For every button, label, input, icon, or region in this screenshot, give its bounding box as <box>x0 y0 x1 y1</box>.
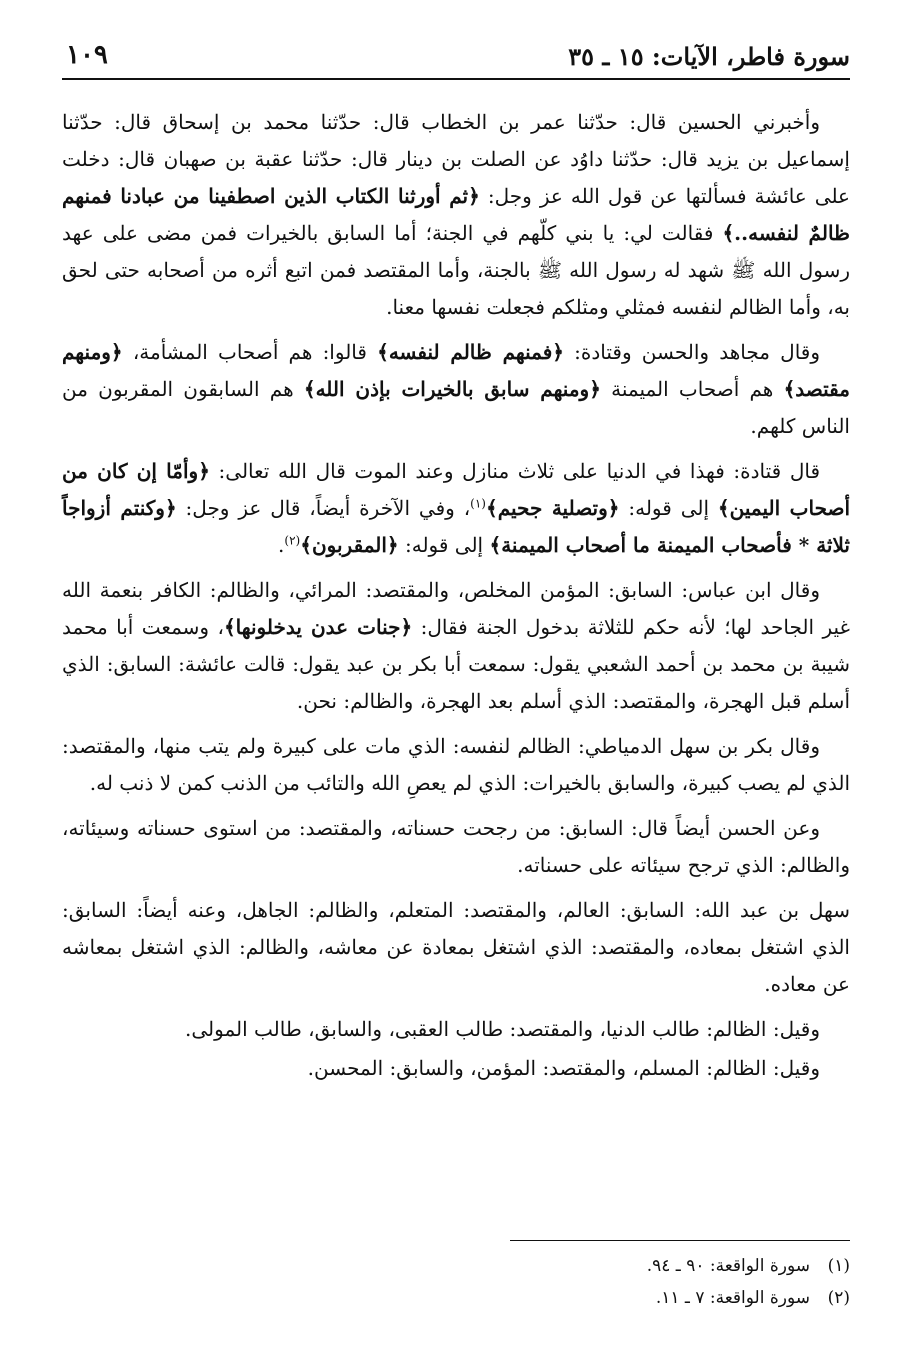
footnotes <box>62 1250 850 1314</box>
quran-quote: ﴿ومنهم سابق بالخيرات بإذن الله﴾ <box>303 377 601 401</box>
text-run: إلى قوله: <box>398 533 490 557</box>
quran-quote: ﴿ثم أورثنا الكتاب الذين اصطفينا من عبادنا فمنهم ظالمٌ لنفسه..﴾ <box>62 184 850 245</box>
footnote-text: سورة الواقعة: ٧ ـ ١١. <box>655 1288 810 1308</box>
footnote-ref[interactable]: (١) <box>470 496 486 511</box>
text-run: وأخبرني الحسين قال: حدّثنا عمر بن الخطاب قال: حدّثنا محمد بن إسحاق قال: حدّثنا إسماعيل بن يزيد قال: حدّثنا داوُد عن الصلت بن دينار قال: حدّثنا عقبة بن صهبان قال: دخلت على عائشة فسألتها عن قول الله عز وجل: <box>62 110 850 208</box>
footnote <box>62 1282 850 1314</box>
quran-quote: ﴿وتصلية جحيم﴾ <box>485 496 620 520</box>
text-run: إلى قوله: <box>619 496 718 520</box>
running-title: سورة فاطر، الآيات: ١٥ ـ ٣٥ <box>568 42 850 71</box>
footnote <box>62 1250 850 1282</box>
footnote-number: (٢) <box>827 1288 850 1308</box>
paragraph-ibn-abbas <box>62 572 850 720</box>
page-body <box>62 104 850 1089</box>
footnote-number: (١) <box>827 1256 850 1276</box>
text-run: وقال ابن عباس: السابق: المؤمن المخلص، والمقتصد: المرائي، والظالم: الكافر بنعمة الله غير الجاحد لها؛ لأنه حكم للثلاثة بدخول الجنة فقال: <box>62 578 851 639</box>
paragraph-qatada <box>62 453 850 564</box>
text-run: وقال مجاهد والحسن وقتادة: <box>564 340 821 364</box>
paragraph-mujahid <box>62 334 850 445</box>
text-run: قالوا: هم أصحاب المشأمة، <box>122 340 378 364</box>
quran-quote: ﴿ومنهم مقتصد﴾ <box>62 340 850 401</box>
text-run: ، وسمعت أبا محمد شيبة بن محمد بن أحمد الشعبي يقول: سمعت أبا بكر بن عبد يقول: قالت عائشة: السابق: الذي أسلم قبل الهجرة، والمقتصد: الذي أسلم بعد الهجرة، والظالم: نحن. <box>62 615 850 713</box>
paragraph-hasan: وعن الحسن أيضاً قال: السابق: من رجحت حسناته، والمقتصد: من استوى حسناته وسيئاته، والظالم: الذي ترجح سيئاته على حسناته. <box>62 816 850 877</box>
text-run: . <box>278 533 285 557</box>
paragraph-sahl-ibn-abdullah: سهل بن عبد الله: السابق: العالم، والمقتصد: المتعلم، والظالم: الجاهل، وعنه أيضاً: السابق: الذي اشتغل بمعاده، والمقتصد: الذي اشتغل بمعادة عن معاشه، والظالم: الذي اشتغل بمعاشه عن معاده. <box>62 898 850 996</box>
quran-quote: ﴿جنات عدن يدخلونها﴾ <box>223 615 413 639</box>
paragraph-bakr-ibn-sahl: وقال بكر بن سهل الدمياطي: الظالم لنفسه: الذي مات على كبيرة ولم يتب منها، والمقتصد: الذي لم يصب كبيرة، والسابق بالخيرات: الذي لم يعصِ الله والتائب من الذنب كمن لا ذنب له. <box>62 734 850 795</box>
quran-quote: ﴿المقربون﴾ <box>300 533 399 557</box>
text-run: فقالت لي: يا بني كلّهم في الجنة؛ أما السابق بالخيرات فمن مضى على عهد رسول الله ﷺ شهد له رسول الله ﷺ بالجنة، وأما المقتصد فمن اتبع أثره من أصحابه حتى لحق به، وأما الظالم لنفسه فمثلي ومثلكم فجعلت نفسها معنا. <box>62 221 850 319</box>
quran-quote: ﴿وأمّا إن كان من أصحاب اليمين﴾ <box>62 459 851 520</box>
paragraph-qila-2: وقيل: الظالم: المسلم، والمقتصد: المؤمن، والسابق: المحسن. <box>307 1056 820 1080</box>
text-run: قال قتادة: فهذا في الدنيا على ثلاث منازل وعند الموت قال الله تعالى: <box>209 459 820 483</box>
footnote-ref[interactable]: (٢) <box>284 533 301 548</box>
paragraph-qila-1: وقيل: الظالم: طالب الدنيا، والمقتصد: طالب العقبى، والسابق، طالب المولى. <box>185 1017 820 1041</box>
paragraph-aisha-hadith <box>62 104 850 326</box>
text-run: هم السابقون المقربون من الناس كلهم. <box>62 377 850 438</box>
page-header <box>62 36 850 80</box>
footnote-divider <box>510 1240 850 1241</box>
text-run: هم أصحاب الميمنة <box>600 377 784 401</box>
quran-quote: ﴿فمنهم ظالم لنفسه﴾ <box>377 340 564 364</box>
footnote-text: سورة الواقعة: ٩٠ ـ ٩٤. <box>646 1256 810 1276</box>
quran-quote: ﴿وكنتم أزواجاً ثلاثة * فأصحاب الميمنة ما أصحاب الميمنة﴾ <box>62 496 850 557</box>
text-run: ، وفي الآخرة أيضاً، قال عز وجل: <box>176 496 471 520</box>
page-number: ١٠٩ <box>66 40 108 70</box>
